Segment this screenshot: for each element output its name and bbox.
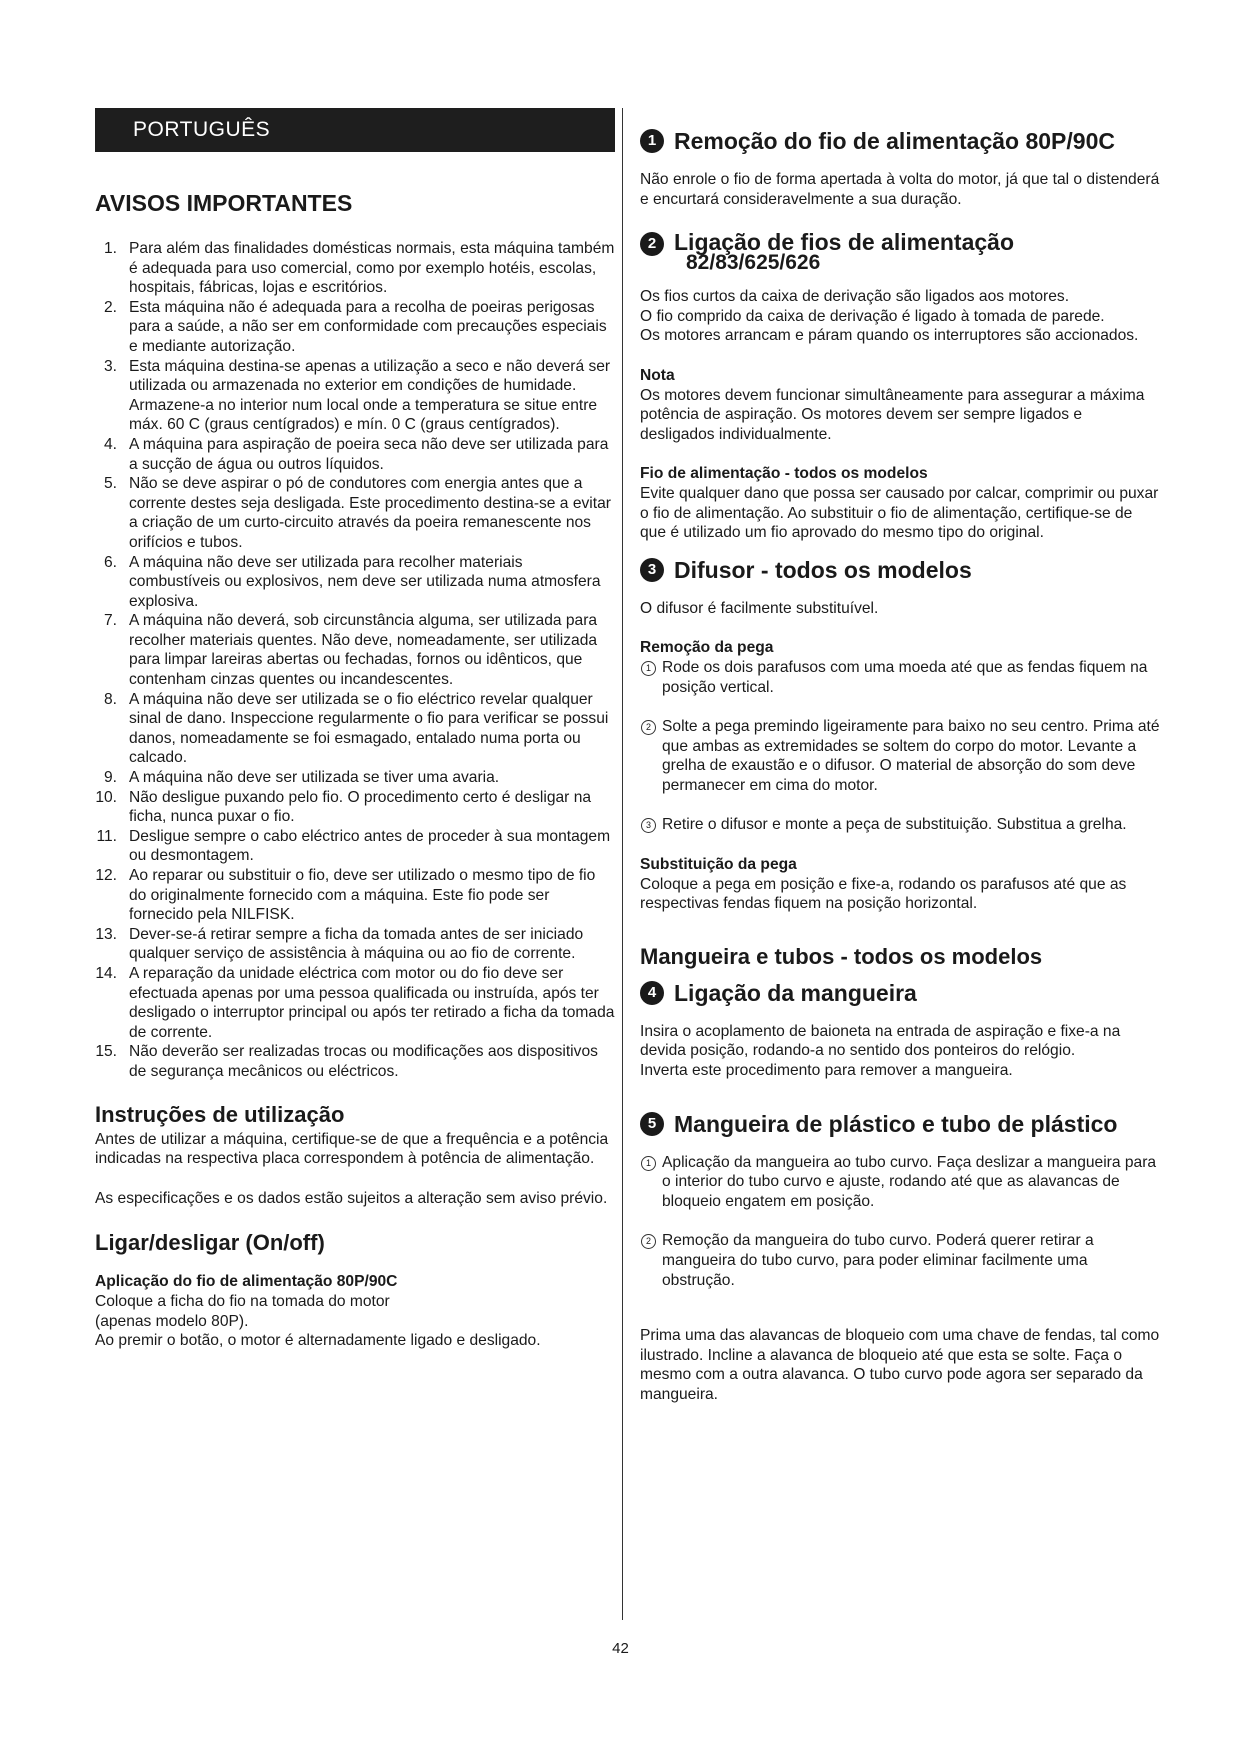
list-item: 3 Retire o difusor e monte a peça de substituição. Substitua a grelha.	[640, 815, 1160, 835]
section-5-heading	[640, 1111, 1160, 1137]
list-item: 4. A máquina para aspiração de poeira seca não deve ser utilizada para a sucção de água ou outros líquidos.	[103, 435, 609, 473]
right-column	[640, 108, 1160, 1405]
list-item: 15. Não deverão ser realizadas trocas ou modificações aos dispositivos de segurança mecânicos ou eléctricos.	[95, 1043, 598, 1080]
section-2-text-3: Os motores arrancam e páram quando os interruptores são accionados.	[640, 327, 1139, 345]
hose-section-title: Mangueira e tubos - todos os modelos	[640, 943, 1043, 969]
section-3-heading	[640, 557, 1160, 583]
list-item: 7. A máquina não deverá, sob circunstância alguma, ser utilizada para recolher materiais quentes. Não deve, nomeadamente, ser utilizada para limpar lareiras abertas ou fechadas, fornos ou idênticos, que contenham cinzas quentes ou incandescentes.	[103, 612, 598, 689]
handle-removal-title: Remoção da pega	[640, 639, 774, 657]
handle-replacement-text: Coloque a pega em posição e fixe-a, rodando os parafusos até que as respectivas fendas fiquem na posição horizontal.	[640, 875, 1127, 913]
language-bar: PORTUGUÊS	[95, 108, 615, 152]
section-3-text: O difusor é facilmente substituível.	[640, 599, 879, 617]
list-item: 3. Esta máquina destina-se apenas a utilização a seco e não deverá ser utilizada ou armazenada no exterior em condições de humidade. Armazene-a no interior num local onde a temperatura se situe entre máx. 60 C (graus centígrados) e mín. 0 C (graus centígrados).	[103, 357, 611, 434]
warnings-list	[95, 239, 615, 1082]
list-item: 12. Ao reparar ou substituir o fio, deve ser utilizado o mesmo tipo de fio do originalmente fornecido com a máquina. Este fio pode ser fornecido pela NILFISK.	[95, 867, 596, 924]
list-item: 13. Dever-se-á retirar sempre a ficha da tomada antes de ser iniciado qualquer serviço de assistência à máquina ou ao fio de corrente.	[95, 925, 584, 963]
onoff-text-1: Coloque a ficha do fio na tomada do motor	[95, 1292, 390, 1310]
section-4-heading	[640, 980, 1160, 1006]
list-item: 6. A máquina não deve ser utilizada para recolher materiais combustíveis ou explosivos, nem deve ser utilizada numa atmosfera explosiva.	[103, 553, 601, 610]
section-5-title: Mangueira de plástico e tubo de plástico	[674, 1110, 1118, 1137]
list-item: 2. Esta máquina não é adequada para a recolha de poeiras perigosas para a saúde, a não ser em conformidade com precauções especiais e mediante autorização.	[103, 298, 607, 355]
step-3-icon: 3	[641, 818, 656, 833]
warnings-title: AVISOS IMPORTANTES	[95, 190, 353, 216]
section-4-text-1: Insira o acoplamento de baioneta na entrada de aspiração e fixe-a na devida posição, rodando-a no sentido dos ponteiros do relógio.	[640, 1022, 1121, 1060]
list-item: 8. A máquina não deve ser utilizada se o fio eléctrico revelar qualquer sinal de dano. Inspeccione regularmente o fio para verificar se possui danos, nomeadamente se foi esmagado, entalado numa porta ou calcado.	[103, 690, 609, 767]
note-text: Os motores devem funcionar simultâneamente para assegurar a máxima potência de aspiração. Os motores devem ser sempre ligados e desligados individualmente.	[640, 386, 1145, 443]
column-divider	[622, 108, 623, 1620]
step-1-icon: 1	[641, 1156, 656, 1171]
section-2-text-1: Os fios curtos da caixa de derivação são ligados aos motores.	[640, 288, 1070, 306]
list-item: 5. Não se deve aspirar o pó de condutores com energia antes que a corrente destes seja desligada. Este procedimento destina-se a evitar a criação de um curto-circuito através da poeira remanescente nos orifícios e tubos.	[103, 475, 611, 551]
list-item: 1 Aplicação da mangueira ao tubo curvo. Faça deslizar a mangueira para o interior do tubo curvo e ajuste, rodando até que as alavancas de bloqueio engatem em posição.	[640, 1153, 1160, 1212]
section-1-heading	[640, 128, 1160, 154]
specs-paragraph: As especificações e os dados estão sujeitos a alteração sem aviso prévio.	[95, 1189, 608, 1207]
number-1-icon: 1	[640, 129, 664, 153]
section-4-title: Ligação da mangueira	[674, 979, 917, 1006]
usage-paragraph: Antes de utilizar a máquina, certifique-se de que a frequência e a potência indicadas na respectiva placa correspondem à potência de alimentação.	[95, 1130, 609, 1168]
list-item: 14. A reparação da unidade eléctrica com motor ou do fio deve ser efectuada apenas por uma pessoa qualificada ou instruída, após ter desligado o interruptor principal ou após ter retirado a ficha da tomada de corrente.	[95, 964, 615, 1041]
number-3-icon: 3	[640, 558, 664, 582]
section-4-text-2: Inverta este procedimento para remover a mangueira.	[640, 1062, 1013, 1080]
section-1-text: Não enrole o fio de forma apertada à volta do motor, já que tal o distenderá e encurtará consideravelmente a sua duração.	[640, 171, 1160, 208]
left-column	[95, 108, 615, 1351]
power-cord-text: Evite qualquer dano que possa ser causado por calcar, comprimir ou puxar o fio de alimentação. Ao substituir o fio de alimentação, certifique-se de que é utilizado um fio aprovado do mesmo tipo do original.	[640, 484, 1159, 542]
section-5-text: Prima uma das alavancas de bloqueio com uma chave de fendas, tal como ilustrado. Incline a alavanca de bloqueio até que esta se solte. Faça o mesmo com a outra alavanca. O tubo curvo pode agora ser separado da mangueira.	[640, 1327, 1160, 1403]
section-1-title: Remoção do fio de alimentação 80P/90C	[674, 128, 1115, 154]
section-2-text-2: O fio comprido da caixa de derivação é ligado à tomada de parede.	[640, 307, 1105, 325]
section-2-heading	[640, 231, 1160, 273]
list-item: 2 Remoção da mangueira do tubo curvo. Poderá querer retirar a mangueira do tubo curvo, para poder eliminar facilmente uma obstrução.	[640, 1231, 1160, 1290]
list-item: 10. Não desligue puxando pelo fio. O procedimento certo é desligar na ficha, nunca puxar o fio.	[95, 788, 592, 826]
section-2-title: Ligação de fios de alimentação	[674, 229, 1014, 256]
onoff-subtitle: Aplicação do fio de alimentação 80P/90C	[95, 1273, 398, 1291]
usage-title: Instruções de utilização	[95, 1101, 345, 1127]
number-4-icon: 4	[640, 981, 664, 1005]
step-2-icon: 2	[641, 1234, 656, 1249]
section-3-title: Difusor - todos os modelos	[674, 556, 972, 583]
note-title: Nota	[640, 366, 675, 384]
onoff-text-3: Ao premir o botão, o motor é alternadamente ligado e desligado.	[95, 1332, 541, 1350]
power-cord-title: Fio de alimentação - todos os modelos	[640, 465, 928, 483]
list-item: 1. Para além das finalidades domésticas normais, esta máquina também é adequada para uso comercial, como por exemplo hotéis, escolas, hospitais, fábricas, lojas e escritórios.	[103, 240, 615, 297]
page-number: 42	[612, 1640, 629, 1657]
handle-replacement-title: Substituição da pega	[640, 856, 797, 874]
list-item: 11. Desligue sempre o cabo eléctrico antes de proceder à sua montagem ou desmontagem.	[96, 827, 611, 865]
onoff-title: Ligar/desligar (On/off)	[95, 1230, 325, 1256]
step-1-icon: 1	[641, 661, 656, 676]
list-item: 9. A máquina não deve ser utilizada se tiver uma avaria.	[103, 769, 500, 787]
list-item: 2 Solte a pega premindo ligeiramente para baixo no seu centro. Prima até que ambas as extremidades se soltem do corpo do motor. Levante a grelha de exaustão e o difusor. O material de absorção do som deve permanecer em cima do motor.	[640, 717, 1160, 795]
step-2-icon: 2	[641, 720, 656, 735]
onoff-text-2: (apenas modelo 80P).	[95, 1312, 249, 1330]
list-item: 1 Rode os dois parafusos com uma moeda até que as fendas fiquem na posição vertical.	[640, 658, 1160, 697]
section-2-models: 82/83/625/626	[686, 251, 821, 275]
number-2-icon: 2	[640, 232, 664, 256]
number-5-icon: 5	[640, 1112, 664, 1136]
